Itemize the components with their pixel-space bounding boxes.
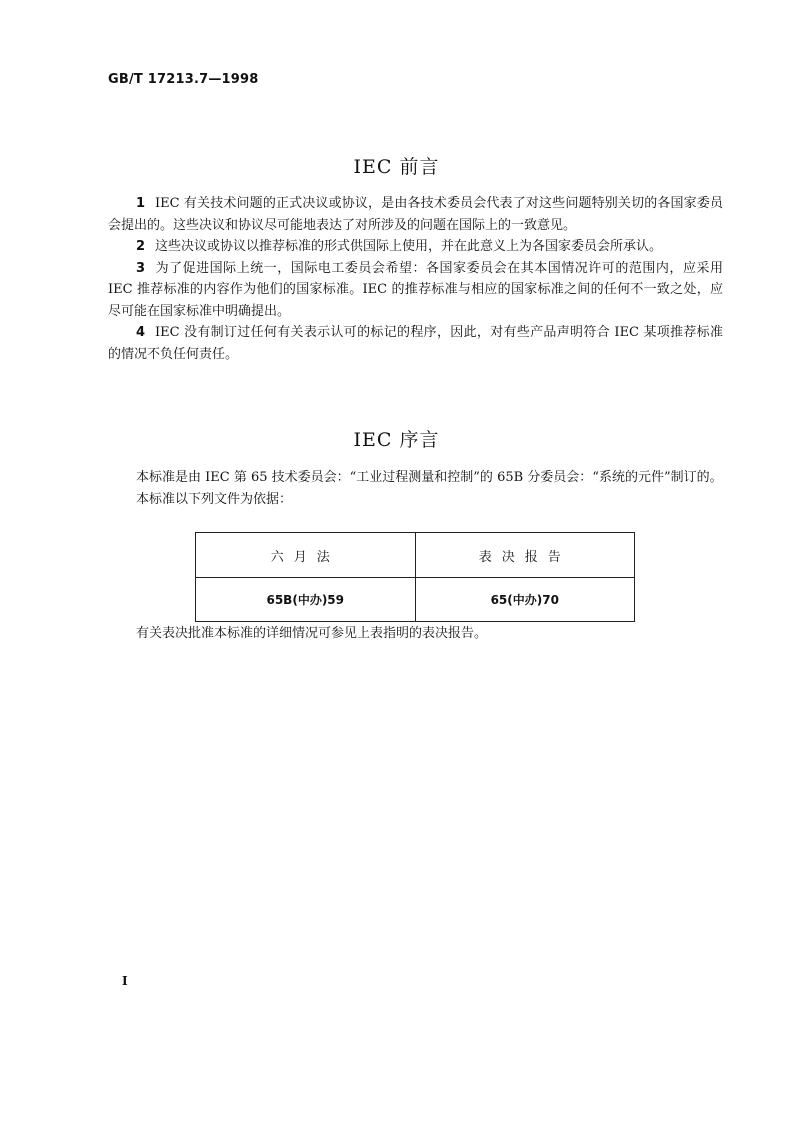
paragraph-text: IEC 有关技术问题的正式决议或协议，是由各技术委员会代表了对这些问题特别关切的各国家委员会提出的。这些决议和协议尽可能地表达了对所涉及的问题在国际上的一致意见。 [108, 196, 723, 233]
preface-title: IEC 序言 [353, 429, 440, 451]
table-row [196, 578, 635, 622]
preface-body [108, 467, 723, 510]
paragraph-text: 这些决议或协议以推荐标准的形式供国际上使用，并在此意义上为各国家委员会所承认。 [155, 239, 663, 254]
foreword-title: IEC 前言 [353, 156, 440, 178]
preface-intro: 本标准是由 IEC 第 65 技术委员会：“工业过程测量和控制”的 65B 分委员会：“系统的元件”制订的。 [136, 470, 723, 485]
table-header-six-months-rule: 六月法 [196, 533, 416, 578]
table-cell-six-months-rule: 65B(中办)59 [196, 578, 416, 622]
foreword-paragraph-1 [108, 193, 723, 236]
table-header-voting-report: 表决报告 [415, 533, 635, 578]
paragraph-text: 为了促进国际上统一，国际电工委员会希望：各国家委员会在其本国情况许可的范围内，应采用IEC 推荐标准的内容作为他们的国家标准。IEC 的推荐标准与相应的国家标准之间的任何不一致之处，应尽可能在国家标准中明确提出。 [108, 260, 723, 319]
table-header-row [196, 533, 635, 578]
preface-basis-line: 本标准以下列文件为依据： [136, 491, 293, 507]
standard-code: GB/T 17213.7—1998 [108, 72, 259, 87]
foreword-paragraph-4 [108, 322, 723, 365]
table-cell-voting-report: 65(中办)70 [415, 578, 635, 622]
voting-documents-table [195, 532, 635, 622]
foreword-paragraph-3 [108, 258, 723, 323]
preface-closing: 有关表决批准本标准的详细情况可参见上表指明的表决报告。 [136, 626, 488, 641]
paragraph-number: 2 [136, 239, 146, 254]
page-number: I [122, 974, 128, 988]
foreword-body [108, 193, 723, 365]
paragraph-number: 3 [136, 260, 146, 276]
paragraph-text: IEC 没有制订过任何有关表示认可的标记的程序，因此，对有些产品声明符合 IEC 某项推荐标准的情况不负任何责任。 [108, 325, 723, 362]
paragraph-number: 4 [136, 325, 146, 340]
paragraph-number: 1 [136, 196, 146, 211]
foreword-paragraph-2 [108, 236, 723, 258]
